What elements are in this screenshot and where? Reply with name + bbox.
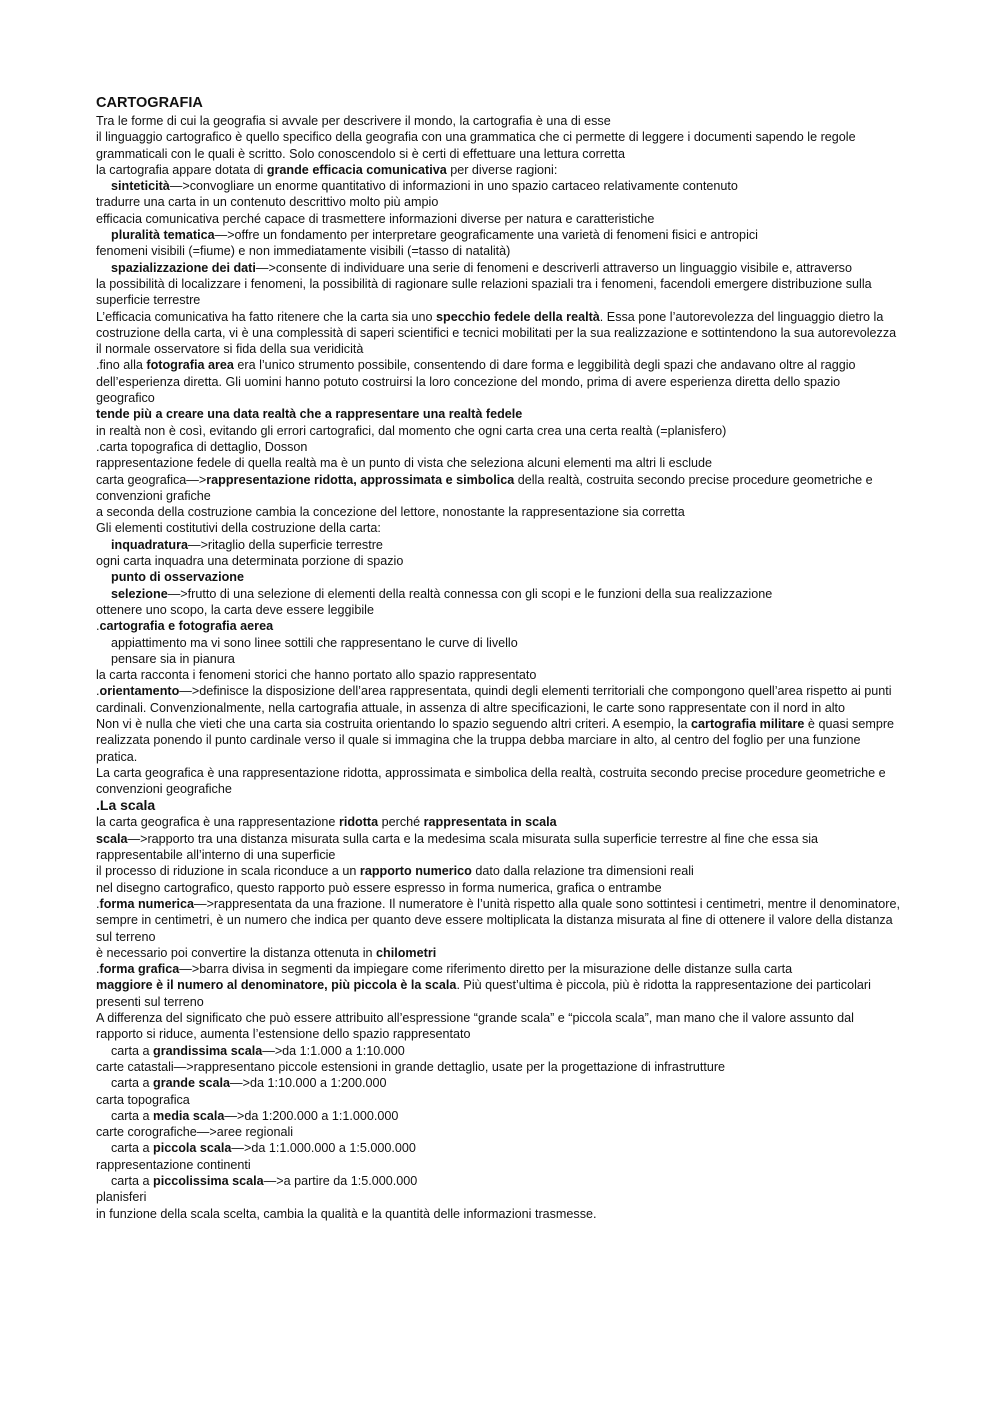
indented-paragraph (96, 1108, 902, 1124)
text-run: .carta topografica di dettaglio, Dosson (96, 439, 308, 454)
text-run: . (96, 962, 100, 977)
text-run: perché (378, 815, 424, 830)
text-run: pensare sia in pianura (111, 651, 235, 666)
bold-text: grande efficacia comunicativa (266, 162, 447, 177)
paragraph (96, 880, 902, 896)
text-run: . (96, 684, 100, 699)
indented-paragraph (96, 569, 902, 585)
text-run: Gli elementi costitutivi della costruzione della carta: (96, 521, 381, 536)
text-run: a seconda della costruzione cambia la concezione del lettore, nonostante la rappresentazione sia corretta (96, 505, 685, 520)
paragraph (96, 1206, 902, 1222)
bold-text: scala (96, 831, 128, 846)
indented-paragraph (96, 586, 902, 602)
text-run: —>rapporto tra una distanza misurata sulla carta e la medesima scala misurata sulla superficie terrestre al fine che essa sia rappresentabile all’interno di una superficie (96, 831, 819, 863)
indented-paragraph (96, 227, 902, 243)
paragraph (96, 814, 902, 830)
paragraph (96, 831, 902, 864)
paragraph (96, 113, 902, 129)
text-run: —>da 1:200.000 a 1:1.000.000 (224, 1108, 399, 1123)
paragraph (96, 276, 902, 309)
text-run: —>barra divisa in segmenti da impiegare come riferimento diretto per la misurazione delle distanze sulla carta (179, 962, 793, 977)
text-run: ottenere uno scopo, la carta deve essere leggibile (96, 602, 374, 617)
paragraph (96, 618, 902, 634)
text-run: carta a (111, 1043, 153, 1058)
paragraph (96, 1092, 902, 1108)
bold-text: cartografia militare (691, 716, 805, 731)
bold-text: spazializzazione dei dati (111, 260, 256, 275)
paragraph (96, 211, 902, 227)
text-run: .fino alla (96, 358, 147, 373)
text-run: carte corografiche—>aree regionali (96, 1125, 294, 1140)
text-run: in realtà non è così, evitando gli errori cartografici, dal momento che ogni carta crea una certa realtà (=planisfero) (96, 423, 727, 438)
text-run: dato dalla relazione tra dimensioni reali (471, 864, 694, 879)
bold-text: ridotta (338, 815, 379, 830)
text-run: carta a (111, 1174, 153, 1188)
paragraph (96, 504, 902, 520)
bold-text: media scala (153, 1108, 225, 1123)
paragraph (96, 683, 902, 716)
text-run: della realtà, costruita secondo precise procedure geometriche e convenzioni grafiche (96, 472, 873, 503)
paragraph (96, 194, 902, 210)
paragraph (96, 961, 902, 977)
text-run: —>definisce la disposizione dell’area rappresentata, quindi degli elementi territoriali che compongono quell’area rispetto ai punti cardinali. Convenzionalmente, nella cartografia attuale, in assenza di altre specificazioni, le carte sono rappresentate con il nord in alto (96, 684, 892, 715)
text-run: ogni carta inquadra una determinata porzione di spazio (96, 554, 404, 569)
text-run: la carta racconta i fenomeni storici che hanno portato allo spazio rappresentato (96, 668, 537, 683)
paragraph (96, 423, 902, 439)
text-run: la possibilità di localizzare i fenomeni, la possibilità di ragionare sulle relazioni spaziali tra i fenomeni, facendoli emergere distribuzione sulla superficie terrestre (96, 276, 872, 308)
text-run: L’efficacia comunicativa ha fatto ritenere che la carta sia uno (96, 309, 436, 324)
paragraph (96, 520, 902, 536)
text-run: carta a (111, 1076, 153, 1091)
bold-text: .La scala (96, 797, 156, 814)
paragraph (96, 455, 902, 471)
indented-paragraph (96, 1140, 902, 1156)
bold-text: sinteticità (111, 179, 170, 194)
text-run: A differenza del significato che può essere attribuito all’espressione “grande scala” e “piccola scala”, man mano che il valore assunto dal rapporto si riduce, aumenta l’estensione dello spazio rappresentato (96, 1011, 854, 1042)
text-run: Non vi è nulla che vieti che una carta sia costruita orientando lo spazio seguendo altri criteri. A esempio, la (96, 716, 692, 731)
text-run: il processo di riduzione in scala riconduce a un (96, 864, 360, 879)
paragraph (96, 1157, 902, 1173)
bold-text: forma numerica (99, 896, 194, 911)
document-title: CARTOGRAFIA (96, 95, 203, 111)
paragraph (96, 1124, 902, 1140)
paragraph (96, 716, 902, 765)
text-run: La carta geografica è una rappresentazione ridotta, approssimata e simbolica della realtà, costruita secondo precise procedure geometriche e convenzioni geografiche (96, 765, 886, 797)
text-run: planisferi (96, 1190, 147, 1205)
bold-text: cartografia e fotografia aerea (99, 619, 274, 634)
bold-text: selezione (111, 586, 168, 601)
text-run: carta a (111, 1141, 153, 1156)
bold-text: fotografia area (146, 358, 234, 373)
text-run: nel disegno cartografico, questo rapporto può essere espresso in forma numerica, grafica o entrambe (96, 880, 662, 895)
indented-paragraph (96, 537, 902, 553)
text-run: fenomeni visibili (=fiume) e non immediatamente visibili (=tasso di natalità) (96, 244, 511, 259)
text-run: —>frutto di una selezione di elementi della realtà connessa con gli scopi e le funzioni della sua realizzazione (167, 586, 773, 601)
paragraph (96, 602, 902, 618)
paragraph (96, 945, 902, 961)
bold-text: maggiore è il numero al denominatore, più piccola è la scala (96, 978, 457, 993)
paragraph (96, 765, 902, 798)
text-run: efficacia comunicativa perché capace di trasmettere informazioni diverse per natura e caratteristiche (96, 211, 655, 226)
text-run: appiattimento ma vi sono linee sottili che rappresentano le curve di livello (111, 635, 518, 650)
paragraph (96, 357, 902, 406)
bold-text: rappresentazione ridotta, approssimata e simbolica (206, 472, 515, 487)
bold-text: piccolissima scala (153, 1174, 264, 1188)
paragraph (96, 896, 902, 945)
text-run: la carta geografica è una rappresentazione (96, 815, 339, 830)
section-heading (96, 797, 902, 814)
text-run: —>rappresentata da una frazione. Il numeratore è l’unità rispetto alla quale sono sottintesi i centimetri, mentre il denominatore, sempre in centimetri, è un numero che indica per quanto deve essere moltiplicata la distanza misurata al fine di ottenere il valore della distanza sul terreno (96, 896, 900, 944)
bold-text: grande scala (153, 1076, 231, 1091)
text-run: è quasi sempre realizzata ponendo il punto cardinale verso il quale si immagina che la truppa debba marciare in alto, al centro del foglio per una funzione pratica. (96, 716, 895, 764)
text-run: il normale osservatore si fida della sua veridicità (96, 342, 364, 357)
paragraph (96, 439, 902, 455)
indented-paragraph (96, 651, 902, 667)
bold-text: chilometri (376, 945, 437, 960)
text-run: Tra le forme di cui la geografia si avvale per descrivere il mondo, la cartografia è una di esse (96, 114, 611, 128)
paragraph (96, 1189, 902, 1205)
paragraph (96, 667, 902, 683)
text-run: carta a (111, 1108, 153, 1123)
bold-text: rapporto numerico (359, 864, 472, 879)
text-run: —>da 1:10.000 a 1:200.000 (230, 1076, 387, 1091)
bold-text: pluralità tematica (111, 228, 215, 243)
paragraph (96, 1059, 902, 1075)
text-run: la cartografia appare dotata di (96, 162, 267, 177)
text-run: carte catastali—>rappresentano piccole estensioni in grande dettaglio, usate per la progettazione di infrastrutture (96, 1059, 726, 1074)
paragraph (96, 406, 902, 422)
paragraph (96, 1010, 902, 1043)
text-run: carta geografica—> (96, 472, 207, 487)
bold-text: grandissima scala (153, 1043, 263, 1058)
text-run: . (96, 896, 100, 911)
indented-paragraph (96, 178, 902, 194)
text-run: —>convogliare un enorme quantitativo di informazioni in uno spazio cartaceo relativamente contenuto (169, 179, 738, 194)
paragraph (96, 977, 902, 1010)
text-run: —>a partire da 1:5.000.000 (263, 1174, 418, 1188)
text-run: . Più quest’ultima è piccola, più è ridotta la rappresentazione dei particolari presenti sul terreno (96, 978, 871, 1009)
paragraph (96, 309, 902, 342)
paragraph (96, 341, 902, 357)
bold-text: punto di osservazione (111, 570, 244, 585)
paragraph (96, 243, 902, 259)
text-run: era l’unico strumento possibile, consentendo di dare forma e leggibilità degli spazi che andavano oltre al raggio dell’esperienza diretta. Gli uomini hanno potuto costruirsi la loro concezione del mondo, prima di avere esperienza diretta dello spazio geografico (96, 358, 856, 406)
text-run: rappresentazione fedele di quella realtà ma è un punto di vista che seleziona alcuni elementi ma altri li esclude (96, 456, 713, 471)
paragraph (96, 129, 902, 162)
indented-paragraph (96, 260, 902, 276)
text-run: —>ritaglio della superficie terrestre (187, 537, 383, 552)
indented-paragraph (96, 1173, 902, 1189)
indented-paragraph (96, 635, 902, 651)
paragraph (96, 472, 902, 505)
text-run: . (96, 619, 100, 634)
indented-paragraph (96, 1043, 902, 1059)
text-run: —>da 1:1.000.000 a 1:5.000.000 (231, 1141, 416, 1156)
bold-text: specchio fedele della realtà (436, 309, 600, 324)
text-run: . Essa pone l’autorevolezza del linguaggio dietro la costruzione della carta, vi è una complessità di saperi scientifici e tecnici mobilitati per la sua realizzazione e sottintendono la sua autorevolezza (96, 309, 897, 340)
indented-paragraph (96, 1075, 902, 1091)
paragraph (96, 162, 902, 178)
bold-text: rappresentata in scala (423, 815, 557, 830)
text-run: in funzione della scala scelta, cambia la qualità e la quantità delle informazioni trasmesse. (96, 1206, 597, 1221)
text-run: —>da 1:1.000 a 1:10.000 (262, 1043, 405, 1058)
text-run: il linguaggio cartografico è quello specifico della geografia con una grammatica che ci permette di leggere i documenti sapendo le regole grammaticali con le quali è scritto. Solo conoscendolo si è certi di effettuare una lettura corretta (96, 130, 856, 161)
text-run: tradurre una carta in un contenuto descrittivo molto più ampio (96, 195, 439, 210)
text-run: rappresentazione continenti (96, 1157, 251, 1172)
text-run: per diverse ragioni: (446, 162, 558, 177)
paragraph (96, 863, 902, 879)
text-run: —>offre un fondamento per interpretare geograficamente una varietà di fenomeni fisici e antropici (214, 228, 758, 243)
bold-text: inquadratura (111, 537, 188, 552)
bold-text: forma grafica (99, 962, 180, 977)
text-run: è necessario poi convertire la distanza ottenuta in (96, 945, 377, 960)
bold-text: orientamento (99, 684, 180, 699)
text-run: —>consente di individuare una serie di fenomeni e descriverli attraverso un linguaggio visibile e, attraverso (255, 260, 852, 275)
bold-text: tende più a creare una data realtà che a rappresentare una realtà fedele (96, 407, 523, 422)
document-body (96, 93, 902, 1222)
bold-text: piccola scala (153, 1141, 232, 1156)
paragraph (96, 553, 902, 569)
text-run: carta topografica (96, 1092, 190, 1107)
